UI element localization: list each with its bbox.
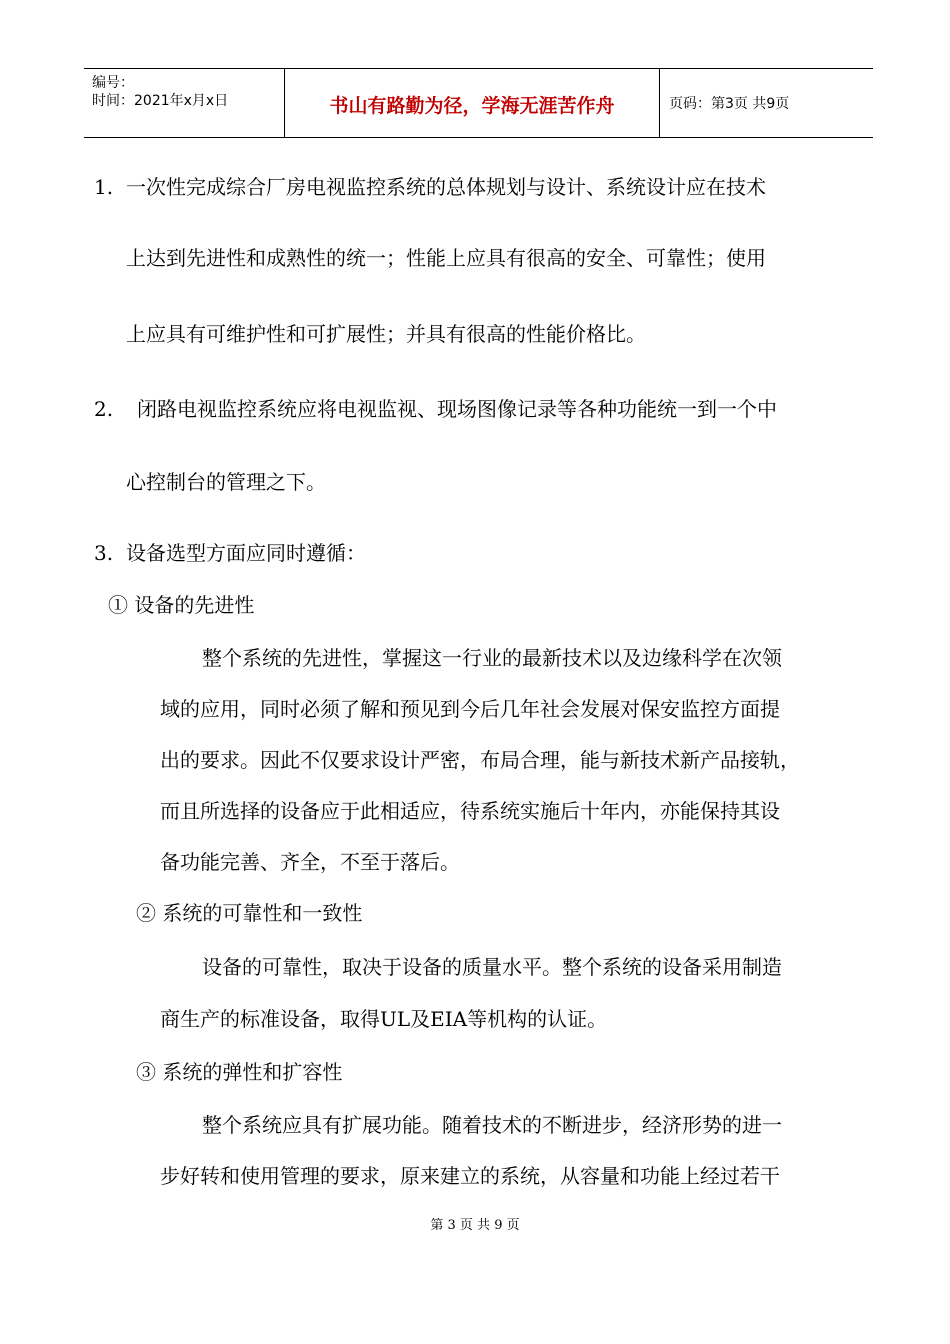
section-text-line: 而且所选择的设备应于此相适应，待系统实施后十年内，亦能保持其设 — [160, 799, 780, 823]
document-time-label: 时间：2021年x月x日 — [92, 93, 229, 109]
header-page-cell — [659, 69, 873, 137]
page-footer: 第 3 页 共 9 页 — [430, 1218, 520, 1233]
item-text-line: 一次性完成综合厂房电视监控系统的总体规划与设计、系统设计应在技术 — [126, 175, 766, 199]
document-number-label: 编号： — [92, 75, 134, 91]
section-text-line: 设备的可靠性，取决于设备的质量水平。整个系统的设备采用制造 — [202, 955, 782, 979]
section-heading: ② 系统的可靠性和一致性 — [136, 901, 363, 925]
document-header — [84, 68, 873, 138]
section-text-line: 整个系统应具有扩展功能。随着技术的不断进步，经济形势的进一 — [202, 1113, 782, 1137]
item-number: 3. — [94, 541, 114, 565]
section-text-line: 步好转和使用管理的要求，原来建立的系统，从容量和功能上经过若干 — [160, 1164, 780, 1188]
item-text-line: 上应具有可维护性和可扩展性；并具有很高的性能价格比。 — [126, 322, 646, 346]
header-motto-cell — [284, 69, 660, 137]
section-text-line: 整个系统的先进性，掌握这一行业的最新技术以及边缘科学在次领 — [202, 646, 782, 670]
header-meta-cell — [84, 69, 284, 137]
item-text-line: 心控制台的管理之下。 — [126, 470, 326, 494]
item-text-line: 设备选型方面应同时遵循： — [126, 541, 366, 565]
section-text-line: 域的应用，同时必须了解和预见到今后几年社会发展对保安监控方面提 — [160, 697, 780, 721]
section-heading: ① 设备的先进性 — [108, 593, 255, 617]
header-page-label: 页码：第3页 共9页 — [669, 96, 790, 112]
item-text-line: 闭路电视监控系统应将电视监视、现场图像记录等各种功能统一到一个中 — [137, 397, 777, 421]
header-motto: 书山有路勤为径，学海无涯苦作舟 — [329, 95, 615, 117]
section-text-line: 商生产的标准设备，取得UL及EIA等机构的认证。 — [160, 1007, 608, 1031]
item-number: 2. — [94, 397, 114, 421]
section-text-line: 出的要求。因此不仅要求设计严密，布局合理，能与新技术新产品接轨， — [160, 748, 800, 772]
item-number: 1. — [94, 175, 114, 199]
item-text-line: 上达到先进性和成熟性的统一；性能上应具有很高的安全、可靠性；使用 — [126, 246, 766, 270]
section-heading: ③ 系统的弹性和扩容性 — [136, 1060, 343, 1084]
section-text-line: 备功能完善、齐全，不至于落后。 — [160, 850, 460, 874]
